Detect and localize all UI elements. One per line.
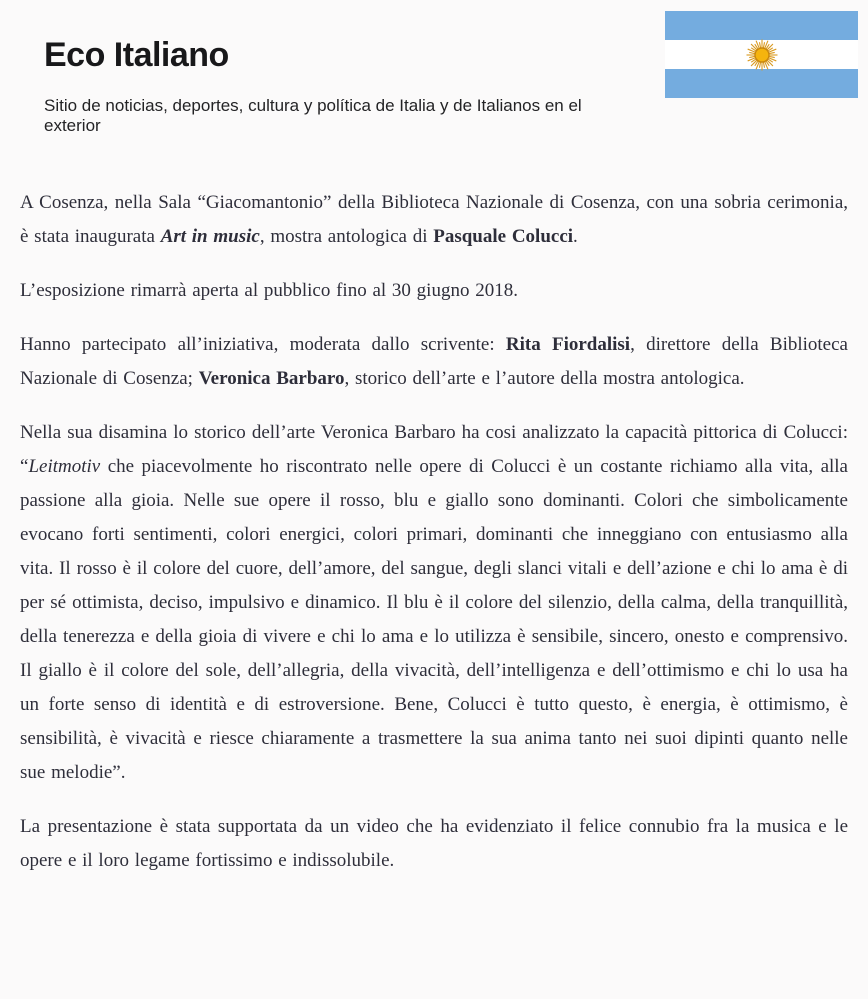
paragraph <box>20 416 848 790</box>
text-run: . <box>573 226 578 247</box>
text-run: La presentazione è stata supportata da un video che ha evidenziato il felice connubio fra la musica e le opere e il loro legame fortissimo e indissolubile. <box>20 816 848 871</box>
paragraph <box>20 328 848 396</box>
text-run: , direttore della Biblioteca Nazionale di Cosenza; <box>20 334 848 389</box>
text-run: A Cosenza, nella Sala “Giacomantonio” della Biblioteca Nazionale di Cosenza, con una sobria cerimonia, è stata inaugurata <box>20 192 848 247</box>
paragraph <box>20 274 848 308</box>
flag-stripe-top <box>665 11 858 40</box>
sun-of-may-icon <box>745 38 779 72</box>
text-run: Leitmotiv <box>28 456 101 477</box>
site-tagline: Sitio de noticias, deportes, cultura y política de Italia y de Italianos en el exterior <box>44 96 582 135</box>
text-run: , storico dell’arte e l’autore della mostra antologica. <box>344 368 745 389</box>
text-run: Pasquale Colucci <box>433 226 574 247</box>
text-run: , mostra antologica di <box>259 226 434 247</box>
argentina-flag-image <box>665 11 858 98</box>
text-run: L’esposizione rimarrà aperta al pubblico fino al 30 giugno 2018. <box>20 280 518 301</box>
text-run: che piacevolmente ho riscontrato nelle opere di Colucci è un costante richiamo alla vita, alla passione alla gioia. Nelle sue opere il rosso, blu e giallo sono dominanti. Colori che simbolicamente evocano forti sentimenti, colori energici, colori primari, dominanti che inneggiano con entusiasmo alla vita. Il rosso è il colore del cuore, dell’amore, del sangue, degli slanci vitali e dell’azione e chi lo ama è di per sé ottimista, deciso, impulsivo e dinamico. Il blu è il colore del silenzio, della calma, della tranquillità, della tenerezza e della gioia di vivere e chi lo ama e lo utilizza è sensibile, sincero, onesto e comprensivo. Il giallo è il colore del sole, dell’allegria, della vivacità, dell’intelligenza e dell’ottimismo e chi lo usa ha un forte senso di identità e di estroversione. Bene, Colucci è tutto questo, è energia, è ottimismo, è sensibilità, è vivacità e riesce chiaramente a trasmettere la sua anima tanto nei suoi dipinti quanto nelle sue melodie”. <box>20 456 848 783</box>
paragraph <box>20 186 848 254</box>
article-body <box>0 186 868 878</box>
text-run: Hanno partecipato all’iniziativa, moderata dallo scrivente: <box>20 334 506 355</box>
text-run: Rita Fiordalisi <box>505 334 631 355</box>
text-run: Veronica Barbaro <box>198 368 345 389</box>
sun-disc <box>755 48 769 62</box>
site-title: Eco Italiano <box>44 36 229 74</box>
text-run: Nella sua disamina lo storico dell’arte Veronica Barbaro ha cosi analizzato la capacità pittorica di Colucci: “ <box>20 422 848 477</box>
paragraph <box>20 810 848 878</box>
text-run: Art in music <box>160 226 260 247</box>
flag-stripe-bottom <box>665 69 858 98</box>
